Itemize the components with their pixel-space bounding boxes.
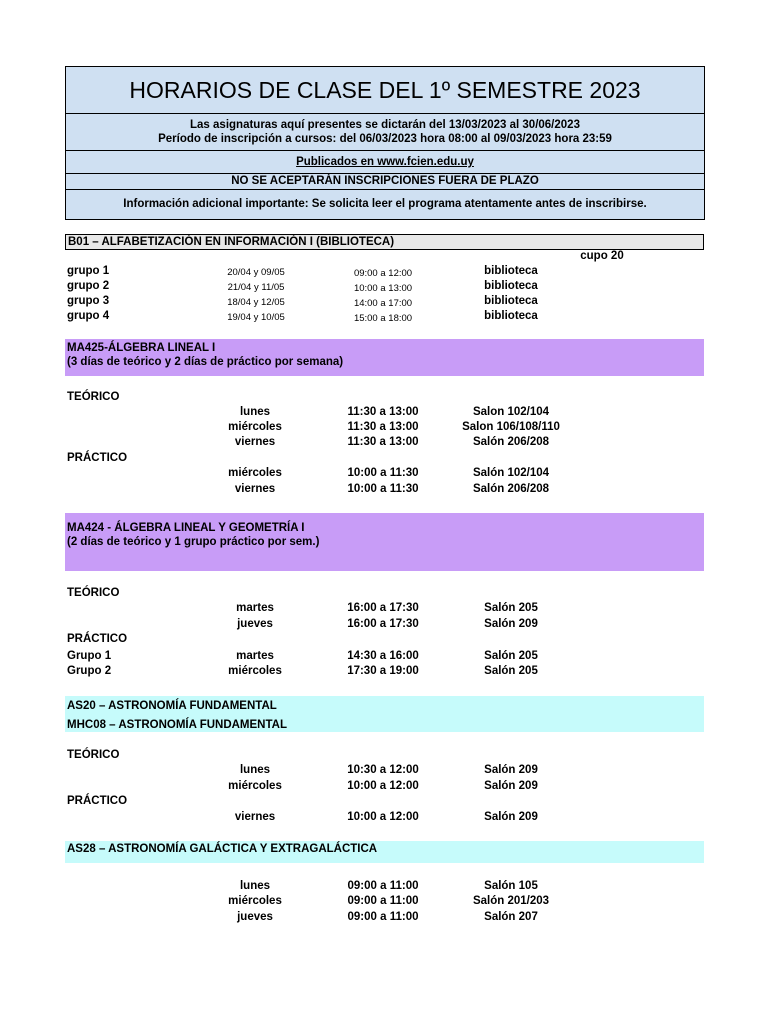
ma424-time: 14:30 a 16:00 [347,650,419,662]
ma424-subtitle: (2 días de teórico y 1 grupo práctico por sem.) [67,536,320,548]
ma424-time: 16:00 a 17:30 [347,602,419,614]
b01-group-name: grupo 3 [67,295,110,307]
ma424-room: Salón 209 [484,618,538,630]
dates-line-2: Período de inscripción a cursos: del 06/03/2023 hora 08:00 al 09/03/2023 hora 23:59 [158,133,612,145]
ma425-title: MA425-ÁLGEBRA LINEAL I [67,342,216,354]
ma424-practico-label: PRÁCTICO [67,633,128,645]
as28-time: 09:00 a 11:00 [347,895,419,907]
dates-line-1: Las asignaturas aquí presentes se dictarán del 13/03/2023 al 30/06/2023 [190,119,580,131]
b01-group-place: biblioteca [484,310,538,322]
ma425-time: 10:00 a 11:30 [347,483,419,495]
ma425-time: 11:30 a 13:00 [347,436,419,448]
as20-practico-label: PRÁCTICO [67,795,128,807]
ma424-day: jueves [237,618,273,630]
ma424-band [65,513,704,571]
ma425-day: lunes [239,406,271,418]
ma424-group: Grupo 1 [67,650,112,662]
ma425-subtitle: (3 días de teórico y 2 días de práctico por semana) [67,356,344,368]
ma425-day: viernes [234,483,276,495]
ma424-day: martes [236,602,274,614]
as20-time: 10:30 a 12:00 [347,764,419,776]
as20-room: Salón 209 [484,811,538,823]
ma425-practico-label: PRÁCTICO [67,452,128,464]
ma425-day: miércoles [228,467,282,479]
b01-group-name: grupo 1 [67,265,110,277]
info-row: Información adicional importante: Se solicita leer el programa atentamente antes de inscribirse. [123,198,647,210]
as28-day: miércoles [228,895,282,907]
warning-row: NO SE ACEPTARÁN INSCRIPCIONES FUERA DE PLAZO [66,174,704,190]
as20-day: lunes [239,764,271,776]
ma425-room: Salon 102/104 [472,406,550,418]
as28-room: Salón 201/203 [472,895,550,907]
ma424-day: miércoles [228,665,282,677]
ma425-time: 11:30 a 13:00 [347,421,419,433]
ma425-room: Salón 102/104 [472,467,550,479]
ma425-day: miércoles [228,421,282,433]
as28-day: lunes [239,880,271,892]
as28-time: 09:00 a 11:00 [347,880,419,892]
b01-group-dates: 21/04 y 11/05 [227,282,285,293]
as20-title-2: MHC08 – ASTRONOMÍA FUNDAMENTAL [67,719,287,731]
ma424-room: Salón 205 [484,665,538,677]
ma424-time: 17:30 a 19:00 [347,665,419,677]
ma424-title: MA424 - ÁLGEBRA LINEAL Y GEOMETRÍA I [67,522,305,534]
header-box [65,66,705,220]
as20-band [65,696,704,732]
b01-group-time: 10:00 a 13:00 [353,283,413,294]
ma424-room: Salón 205 [484,650,538,662]
ma424-room: Salón 205 [484,602,538,614]
as20-time: 10:00 a 12:00 [347,780,419,792]
as28-time: 09:00 a 11:00 [347,911,419,923]
published-link[interactable]: Publicados en www.fcien.edu.uy [296,156,474,168]
page-title: HORARIOS DE CLASE DEL 1º SEMESTRE 2023 [66,67,704,114]
ma425-room: Salon 106/108/110 [462,421,560,433]
as28-title: AS28 – ASTRONOMÍA GALÁCTICA Y EXTRAGALÁCTICA [65,841,704,863]
ma425-time: 11:30 a 13:00 [347,406,419,418]
as20-room: Salón 209 [484,764,538,776]
as28-room: Salón 207 [484,911,538,923]
ma425-room: Salón 206/208 [472,436,550,448]
b01-group-time: 15:00 a 18:00 [353,313,413,324]
b01-group-place: biblioteca [484,280,538,292]
dates-block [66,114,704,151]
ma424-day: martes [236,650,274,662]
ma424-time: 16:00 a 17:30 [347,618,419,630]
b01-group-dates: 18/04 y 12/05 [227,297,285,308]
ma424-group: Grupo 2 [67,665,112,677]
b01-group-place: biblioteca [484,265,538,277]
as20-day: viernes [234,811,276,823]
b01-group-dates: 19/04 y 10/05 [227,312,285,323]
b01-title: B01 – ALFABETIZACIÓN EN INFORMACIÓN I (BIBLIOTECA) [65,234,704,250]
as20-day: miércoles [228,780,282,792]
b01-group-time: 09:00 a 12:00 [353,268,413,279]
b01-group-time: 14:00 a 17:00 [353,298,413,309]
as20-room: Salón 209 [484,780,538,792]
as20-teorico-label: TEÓRICO [67,749,120,761]
b01-group-name: grupo 2 [67,280,110,292]
ma424-teorico-label: TEÓRICO [67,587,120,599]
b01-group-place: biblioteca [484,295,538,307]
b01-group-dates: 20/04 y 09/05 [227,267,285,278]
ma425-room: Salón 206/208 [472,483,550,495]
b01-cupo: cupo 20 [580,250,624,262]
ma425-day: viernes [234,436,276,448]
as20-title-1: AS20 – ASTRONOMÍA FUNDAMENTAL [67,700,277,712]
as28-day: jueves [237,911,273,923]
ma425-band [65,339,704,376]
ma425-teorico-label: TEÓRICO [67,391,120,403]
published-row [66,151,704,174]
as20-time: 10:00 a 12:00 [347,811,419,823]
b01-group-name: grupo 4 [67,310,110,322]
ma425-time: 10:00 a 11:30 [347,467,419,479]
as28-room: Salón 105 [484,880,538,892]
